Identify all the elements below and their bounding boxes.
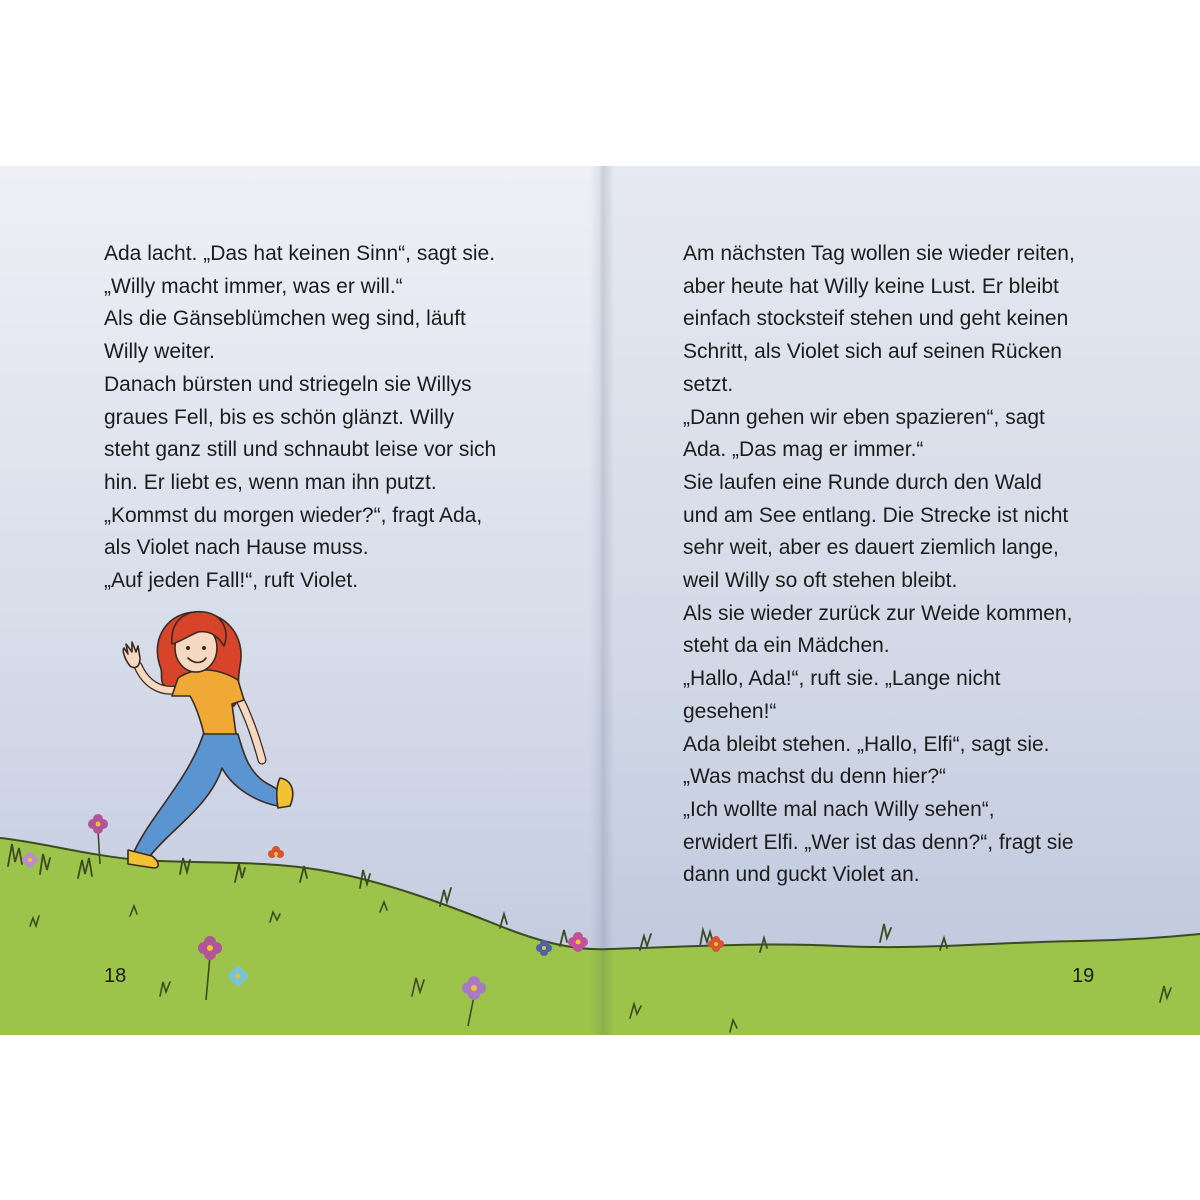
left-page-text (104, 238, 496, 598)
text-line: hin. Er liebt es, wenn man ihn putzt. (104, 470, 437, 494)
text-line: „Kommst du morgen wieder?“, fragt Ada, (104, 503, 483, 527)
text-line: setzt. (683, 372, 734, 396)
text-line: steht da ein Mädchen. (683, 634, 890, 658)
girl-hand-waving (123, 642, 140, 668)
text-line: steht ganz still und schnaubt leise vor sich (104, 438, 497, 462)
right-page-text (683, 238, 1075, 892)
text-line: sehr weit, aber es dauert ziemlich lange, (683, 536, 1059, 560)
page-number-left: 18 (104, 965, 127, 987)
book-spread (0, 166, 1200, 1035)
flower-5 (268, 846, 284, 858)
text-line: „Was machst du denn hier?“ (683, 765, 947, 789)
text-line: Willy weiter. (104, 340, 215, 364)
text-line: „Hallo, Ada!“, ruft sie. „Lange nicht (683, 667, 1001, 691)
text-line: Am nächsten Tag wollen sie wieder reiten, (683, 242, 1075, 265)
girl-shirt (172, 670, 244, 734)
text-line: Danach bürsten und striegeln sie Willys (104, 372, 472, 396)
text-line: „Ich wollte mal nach Willy sehen“, (683, 797, 995, 821)
text-line: Als sie wieder zurück zur Weide kommen, (683, 601, 1073, 625)
text-line: graues Fell, bis es schön glänzt. Willy (104, 405, 455, 429)
girl-illustration (123, 612, 293, 868)
text-line: gesehen!“ (683, 699, 777, 723)
text-line: „Willy macht immer, was er will.“ (104, 274, 403, 298)
page-number-right: 19 (1072, 965, 1095, 987)
text-line: Ada lacht. „Das hat keinen Sinn“, sagt sie. (104, 242, 496, 265)
text-line: Schritt, als Violet sich auf seinen Rücken (683, 340, 1062, 364)
text-line: Als die Gänseblümchen weg sind, läuft (104, 307, 466, 331)
text-line: „Auf jeden Fall!“, ruft Violet. (104, 569, 359, 593)
text-line: Ada. „Das mag er immer.“ (683, 438, 924, 462)
text-line: einfach stocksteif stehen und geht keinen (683, 307, 1069, 331)
text-line: als Violet nach Hause muss. (104, 536, 369, 560)
text-line: Sie laufen eine Runde durch den Wald (683, 470, 1042, 494)
text-line: dann und guckt Violet an. (683, 863, 920, 887)
text-line: und am See entlang. Die Strecke ist nicht (683, 503, 1069, 527)
text-line: weil Willy so oft stehen bleibt. (683, 569, 958, 593)
girl-shoe-back (277, 778, 293, 808)
text-line: erwidert Elfi. „Wer ist das denn?“, fragt sie (683, 830, 1074, 854)
text-line: „Dann gehen wir eben spazieren“, sagt (683, 405, 1045, 429)
text-line: Ada bleibt stehen. „Hallo, Elfi“, sagt sie. (683, 732, 1050, 756)
text-line: aber heute hat Willy keine Lust. Er bleibt (683, 274, 1059, 298)
